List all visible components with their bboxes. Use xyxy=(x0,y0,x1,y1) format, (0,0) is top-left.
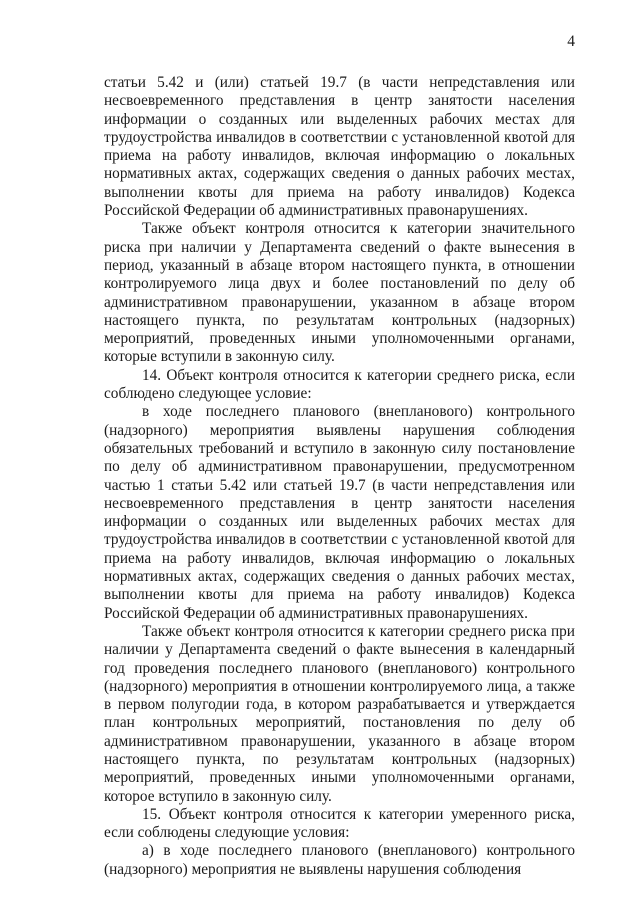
page-number: 4 xyxy=(567,33,575,50)
paragraph-medium-risk-addition: Также объект контроля относится к категории среднего риска при наличии у Департамента сведений о факте вынесения в календарный год проведения последнего планового (внепланового) контрольного (надзорного) мероприятия в отношении контролируемого лица, а также в первом полугодии года, в котором разрабатывается и утверждается план контрольных мероприятий, постановления по делу об административном правонарушении, указанного в абзаце втором настоящего пункта, по результатам контрольных (надзорных) мероприятий, проведенных иными уполномоченными органами, которое вступило в законную силу. xyxy=(104,622,575,805)
paragraph-item-14: 14. Объект контроля относится к категории среднего риска, если соблюдено следующее условие: xyxy=(104,366,575,403)
paragraph-item-15: 15. Объект контроля относится к категории умеренного риска, если соблюдены следующие условия: xyxy=(104,805,575,842)
paragraph-item-14-condition: в ходе последнего планового (внепланового) контрольного (надзорного) мероприятия выявлены нарушения соблюдения обязательных требований и вступило в законную силу постановление по делу об административном правонарушении, предусмотренном частью 1 статьи 5.42 или статьей 19.7 (в части непредставления или несвоевременного представления в центр занятости населения информации о созданных или выделенных рабочих местах для трудоустройства инвалидов в соответствии с установленной квотой для приема на работу инвалидов, включая информацию о локальных нормативных актах, содержащих сведения о данных рабочих местах, выполнении квоты для приема на работу инвалидов) Кодекса Российской Федерации об административных правонарушениях. xyxy=(104,403,575,622)
paragraph-item-15-a: а) в ходе последнего планового (внепланового) контрольного (надзорного) мероприятия не выявлены нарушения соблюдения xyxy=(104,842,575,878)
paragraph-significant-risk-addition: Также объект контроля относится к категории значительного риска при наличии у Департамента сведений о факте вынесения в период, указанный в абзаце втором настоящего пункта, в отношении контролируемого лица двух и более постановлений по делу об административном правонарушении, указанном в абзаце втором настоящего пункта, по результатам контрольных (надзорных) мероприятий, проведенных иными уполномоченными органами, которые вступили в законную силу. xyxy=(104,220,575,366)
document-body xyxy=(104,74,575,879)
paragraph-continuation: статьи 5.42 и (или) статьей 19.7 (в части непредставления или несвоевременного представления в центр занятости населения информации о созданных или выделенных рабочих местах для трудоустройства инвалидов в соответствии с установленной квотой для приема на работу инвалидов, включая информацию о локальных нормативных актах, содержащих сведения о данных рабочих местах, выполнении квоты для приема на работу инвалидов) Кодекса Российской Федерации об административных правонарушениях. xyxy=(104,74,575,220)
